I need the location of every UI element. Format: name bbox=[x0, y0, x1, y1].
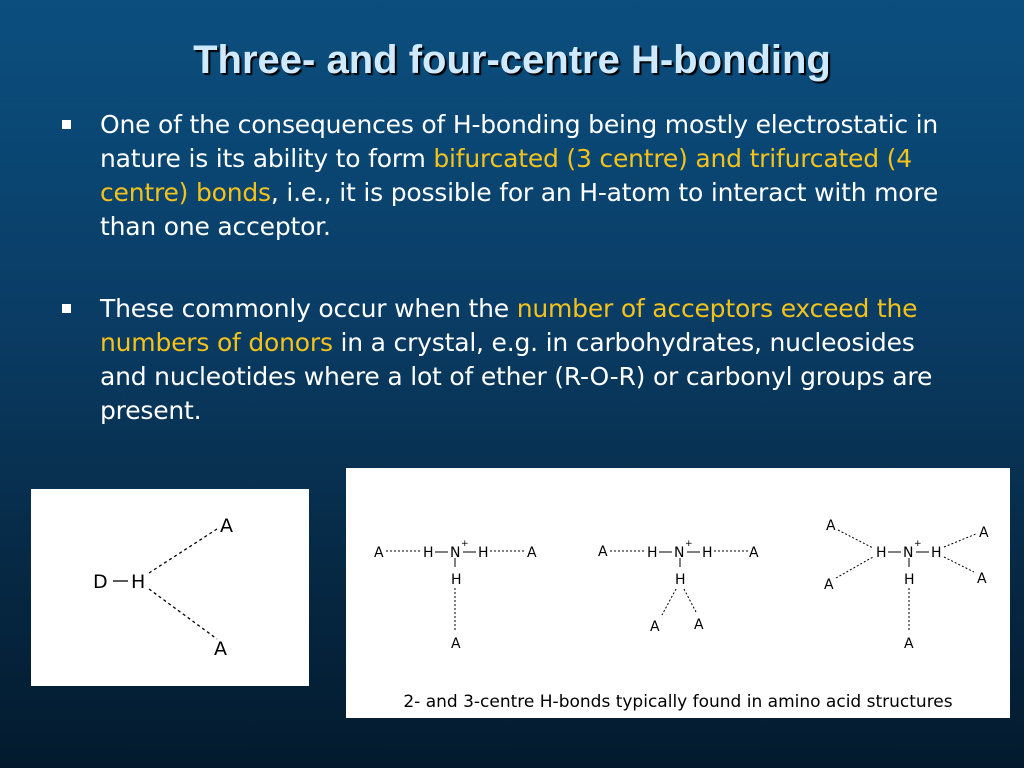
amino-hbond-diagram bbox=[346, 468, 1010, 718]
hydrogen-label: H bbox=[675, 572, 686, 588]
structure-three-centre-b bbox=[824, 518, 989, 652]
hydrogen-label: H bbox=[904, 572, 915, 588]
acceptor-label: A bbox=[451, 636, 461, 652]
donor-label: D bbox=[93, 571, 108, 593]
hbond-upper bbox=[149, 529, 217, 573]
hydrogen-label: H bbox=[876, 545, 887, 561]
diagram-caption: 2- and 3-centre H-bonds typically found in amino acid structures bbox=[403, 692, 953, 712]
hbond-line bbox=[662, 589, 676, 615]
acceptor-label: A bbox=[598, 544, 608, 560]
nitrogen-label: N bbox=[674, 545, 685, 561]
bullet-square-icon bbox=[62, 304, 71, 313]
acceptor-label: A bbox=[979, 525, 989, 541]
charge-label: + bbox=[914, 539, 922, 549]
bullet-item-1 bbox=[62, 108, 962, 244]
hydrogen-label: H bbox=[423, 545, 434, 561]
hydrogen-label: H bbox=[451, 572, 462, 588]
charge-label: + bbox=[685, 539, 693, 549]
bifurcated-bond-svg bbox=[31, 489, 309, 686]
acceptor-label: A bbox=[749, 545, 759, 561]
hbond-line bbox=[944, 534, 976, 547]
bullet-1-text: One of the consequences of H-bonding being mostly electrostatic in nature is its ability to form bbox=[100, 110, 939, 173]
hbond-lower bbox=[149, 589, 217, 639]
hydrogen-label: H bbox=[478, 545, 489, 561]
bullet-square-icon bbox=[62, 120, 71, 129]
acceptor-label: A bbox=[694, 617, 704, 633]
structure-three-centre-a bbox=[598, 539, 759, 635]
acceptor-label: A bbox=[650, 619, 660, 635]
acceptor-label: A bbox=[904, 636, 914, 652]
acceptor-label: A bbox=[826, 518, 836, 534]
bullet-2-text: These commonly occur when the bbox=[100, 294, 517, 323]
bullet-1-text-end: , i.e., it is possible for an H-atom to interact with more than one acceptor. bbox=[100, 178, 939, 241]
acceptor-top-label: A bbox=[220, 515, 233, 537]
bullet-2-highlight: number of acceptors exceed the numbers of donors bbox=[100, 294, 918, 357]
structure-two-centre bbox=[374, 539, 537, 652]
acceptor-label: A bbox=[824, 577, 834, 593]
acceptor-label: A bbox=[977, 571, 987, 587]
hbond-line bbox=[944, 557, 974, 572]
amino-hbond-svg bbox=[346, 468, 1010, 688]
hydrogen-label: H bbox=[931, 545, 942, 561]
acceptor-label: A bbox=[374, 545, 384, 561]
hydrogen-label: H bbox=[702, 545, 713, 561]
charge-label: + bbox=[461, 539, 469, 549]
bullet-1-highlight: bifurcated (3 centre) and trifurcated (4 centre) bonds bbox=[100, 144, 912, 207]
acceptor-label: A bbox=[527, 545, 537, 561]
bullet-item-2 bbox=[62, 292, 962, 428]
nitrogen-label: N bbox=[903, 545, 914, 561]
bifurcated-bond-diagram bbox=[31, 489, 309, 686]
hbond-line bbox=[838, 530, 873, 548]
hbond-line bbox=[684, 589, 696, 612]
hbond-line bbox=[836, 557, 873, 578]
acceptor-bottom-label: A bbox=[214, 638, 227, 660]
slide-title: Three- and four-centre H-bonding bbox=[193, 38, 831, 82]
hydrogen-label: H bbox=[647, 545, 658, 561]
bullet-list bbox=[62, 108, 962, 476]
hydrogen-label: H bbox=[131, 571, 146, 593]
bullet-2-text-end: in a crystal, e.g. in carbohydrates, nucleosides and nucleotides where a lot of ether (R-O-R) or carbonyl groups are present. bbox=[100, 328, 933, 425]
nitrogen-label: N bbox=[450, 545, 461, 561]
